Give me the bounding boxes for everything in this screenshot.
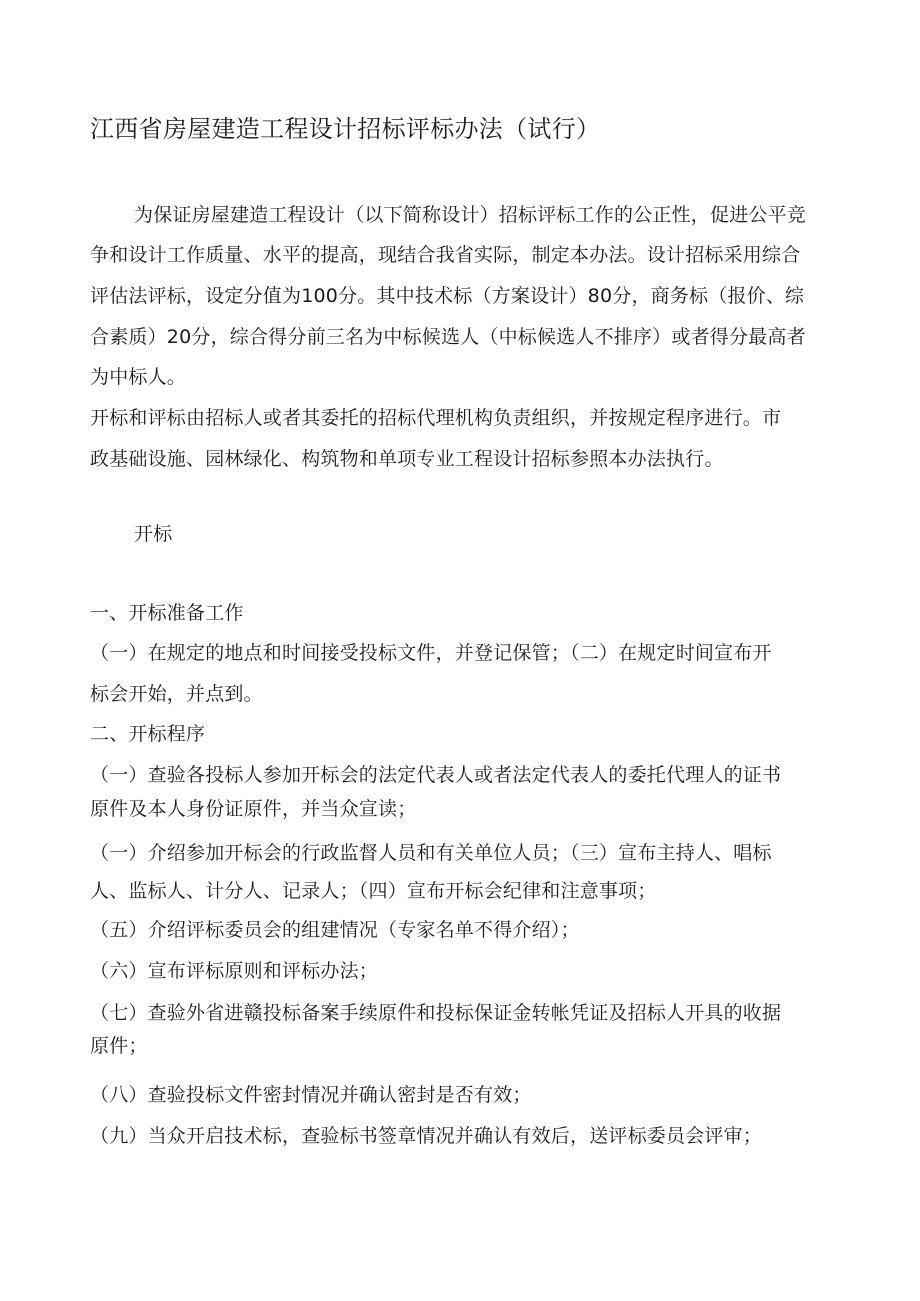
intro-line: 开标和评标由招标人或者其委托的招标代理机构负责组织，并按规定程序进行。市: [90, 407, 782, 429]
intro-line: 争和设计工作质量、水平的提高，现结合我省实际，制定本办法。设计招标采用综合: [90, 244, 801, 266]
body-line: 原件及本人身份证原件，并当众宣读；: [90, 798, 417, 820]
body-line: 二、开标程序: [90, 723, 206, 745]
body-line: （七）查验外省进赣投标备案手续原件和投标保证金转帐凭证及招标人开具的收据: [90, 1002, 782, 1024]
intro-line: 合素质）20分，综合得分前三名为中标候选人（中标候选人不排序）或者得分最高者: [90, 326, 806, 348]
body-line: （五）介绍评标委员会的组建情况（专家名单不得介绍）；: [90, 919, 580, 941]
body-line: （六）宣布评标原则和评标办法；: [90, 960, 379, 982]
body-line: （一）查验各投标人参加开标会的法定代表人或者法定代表人的委托代理人的证书: [90, 764, 782, 786]
intro-line: 为中标人。: [90, 366, 187, 388]
body-line: （八）查验投标文件密封情况并确认密封是否有效；: [90, 1084, 532, 1106]
body-line: （一）在规定的地点和时间接受投标文件，并登记保管；（二）在规定时间宣布开: [90, 642, 772, 664]
intro-line: 评估法评标，设定分值为100分。其中技术标（方案设计）80分，商务标（报价、综: [90, 285, 805, 307]
body-line: （九）当众开启技术标，查验标书签章情况并确认有效后，送评标委员会评审；: [90, 1125, 763, 1147]
body-line: （一）介绍参加开标会的行政监督人员和有关单位人员；（三）宣布主持人、唱标: [90, 842, 772, 864]
body-line: 原件；: [90, 1035, 148, 1057]
intro-line: 为保证房屋建造工程设计（以下简称设计）招标评标工作的公正性，促进公平竞: [134, 204, 807, 226]
document-title: 江西省房屋建造工程设计招标评标办法（试行）: [90, 115, 601, 143]
body-line: 标会开始，并点到。: [90, 683, 263, 705]
intro-line: 政基础设施、园林绿化、构筑物和单项专业工程设计招标参照本办法执行。: [90, 448, 724, 470]
section-heading: 开标: [134, 523, 173, 545]
body-line: 人、监标人、计分人、记录人；（四）宣布开标会纪律和注意事项；: [90, 880, 657, 902]
body-line: 一、开标准备工作: [90, 602, 244, 624]
